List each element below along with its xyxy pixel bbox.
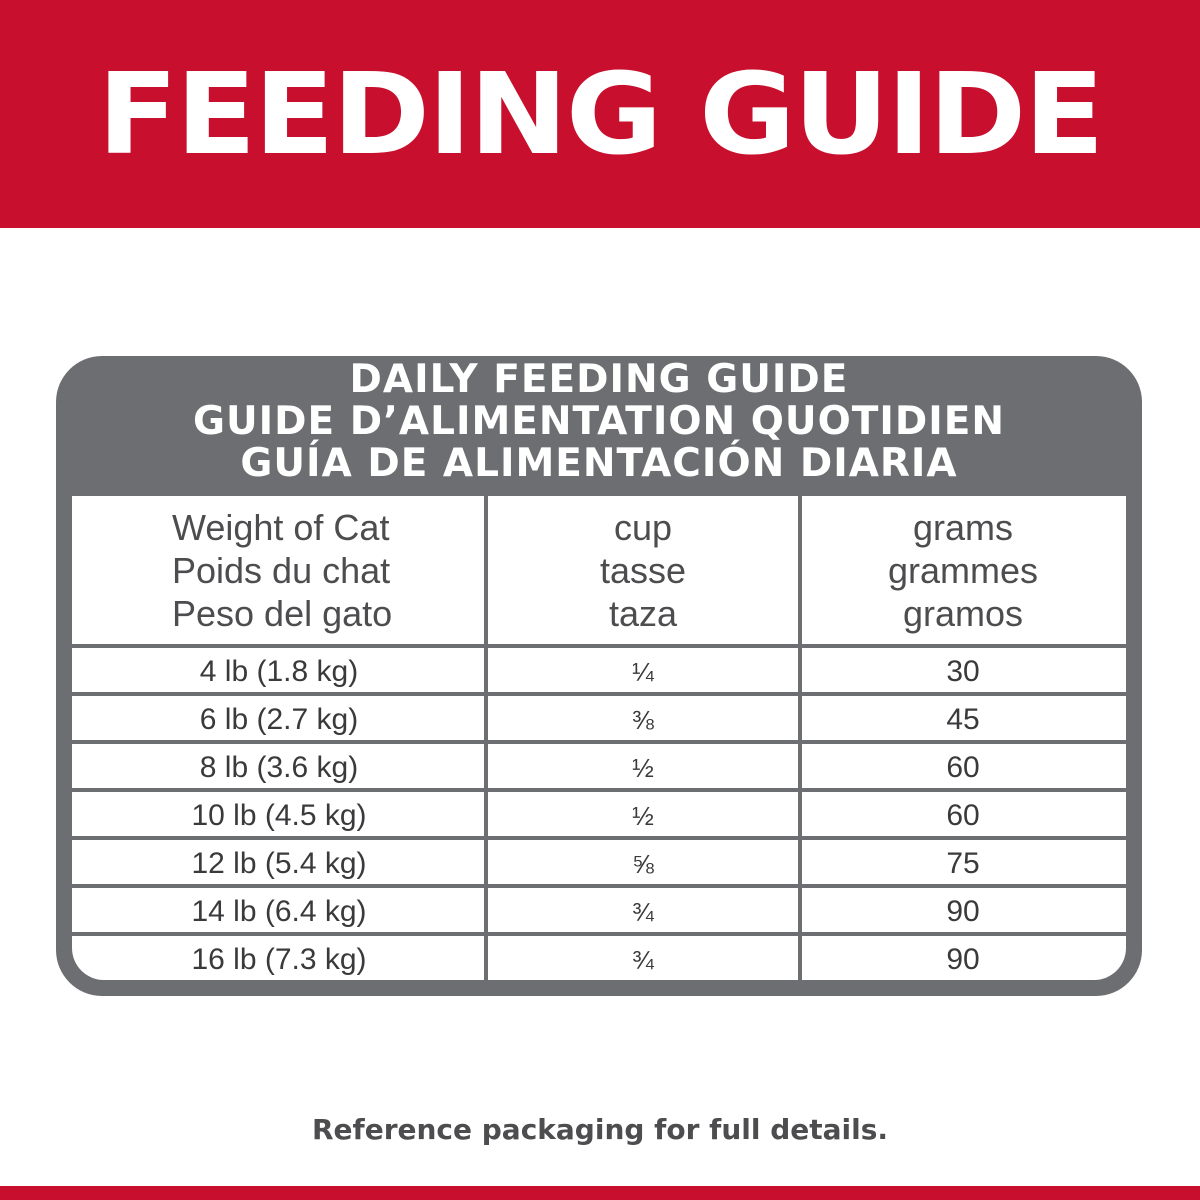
column-header-weight-es: Peso del gato (172, 593, 393, 634)
row-divider (72, 884, 1126, 888)
cup-cell: ¾ (632, 897, 654, 927)
grams-cell: 90 (946, 895, 980, 928)
column-header-cup-es: taza (608, 593, 678, 634)
row-divider (72, 836, 1126, 840)
cup-cell: ¼ (632, 657, 654, 687)
cup-cell: ⅝ (632, 849, 654, 879)
grams-cell: 90 (946, 943, 980, 976)
column-header-cup-en: cup (613, 507, 673, 548)
cup-cell: ¾ (632, 945, 654, 975)
table-row (72, 840, 1126, 884)
footer-note: Reference packaging for full details. (311, 1113, 889, 1146)
table-row (72, 792, 1126, 836)
table-title-french: GUIDE D’ALIMENTATION QUOTIDIEN (192, 399, 1006, 444)
row-divider (72, 740, 1126, 744)
grams-cell: 75 (946, 847, 980, 880)
weight-cell: 8 lb (3.6 kg) (199, 751, 359, 784)
table-row (72, 696, 1126, 740)
table-title-spanish: GUÍA DE ALIMENTACIÓN DIARIA (240, 441, 958, 486)
table-title-english: DAILY FEEDING GUIDE (349, 357, 849, 402)
table-row (72, 648, 1126, 692)
weight-cell: 16 lb (7.3 kg) (191, 943, 367, 976)
column-header-weight-en: Weight of Cat (172, 507, 390, 548)
table-title (56, 356, 1142, 496)
column-divider (484, 496, 488, 980)
cup-cell: ½ (632, 801, 654, 831)
table-body (72, 496, 1126, 980)
table-row (72, 936, 1126, 980)
column-header-weight-fr: Poids du chat (172, 550, 391, 591)
grams-cell: 60 (946, 751, 980, 784)
top-banner (0, 0, 1200, 228)
row-divider (72, 788, 1126, 792)
column-header-cup-fr: tasse (599, 550, 687, 591)
weight-cell: 4 lb (1.8 kg) (199, 655, 359, 688)
column-header-grams-es: gramos (902, 593, 1024, 634)
weight-cell: 6 lb (2.7 kg) (199, 703, 359, 736)
weight-cell: 12 lb (5.4 kg) (191, 847, 367, 880)
grams-cell: 60 (946, 799, 980, 832)
column-header-grams (800, 496, 1126, 644)
page-title: FEEDING GUIDE (97, 50, 1103, 180)
grams-cell: 45 (946, 703, 980, 736)
cup-cell: ½ (632, 753, 654, 783)
weight-cell: 10 lb (4.5 kg) (191, 799, 367, 832)
column-header-grams-en: grams (912, 507, 1014, 548)
weight-cell: 14 lb (6.4 kg) (191, 895, 367, 928)
column-header-weight (72, 496, 486, 644)
bottom-bar (0, 1186, 1200, 1200)
row-divider (72, 692, 1126, 696)
row-divider (72, 644, 1126, 648)
column-divider (798, 496, 802, 980)
row-divider (72, 932, 1126, 936)
feeding-table (56, 356, 1142, 996)
cup-cell: ⅜ (632, 705, 654, 735)
table-row (72, 744, 1126, 788)
table-row (72, 888, 1126, 932)
column-header-grams-fr: grammes (887, 550, 1039, 591)
grams-cell: 30 (946, 655, 980, 688)
column-header-cup (486, 496, 800, 644)
